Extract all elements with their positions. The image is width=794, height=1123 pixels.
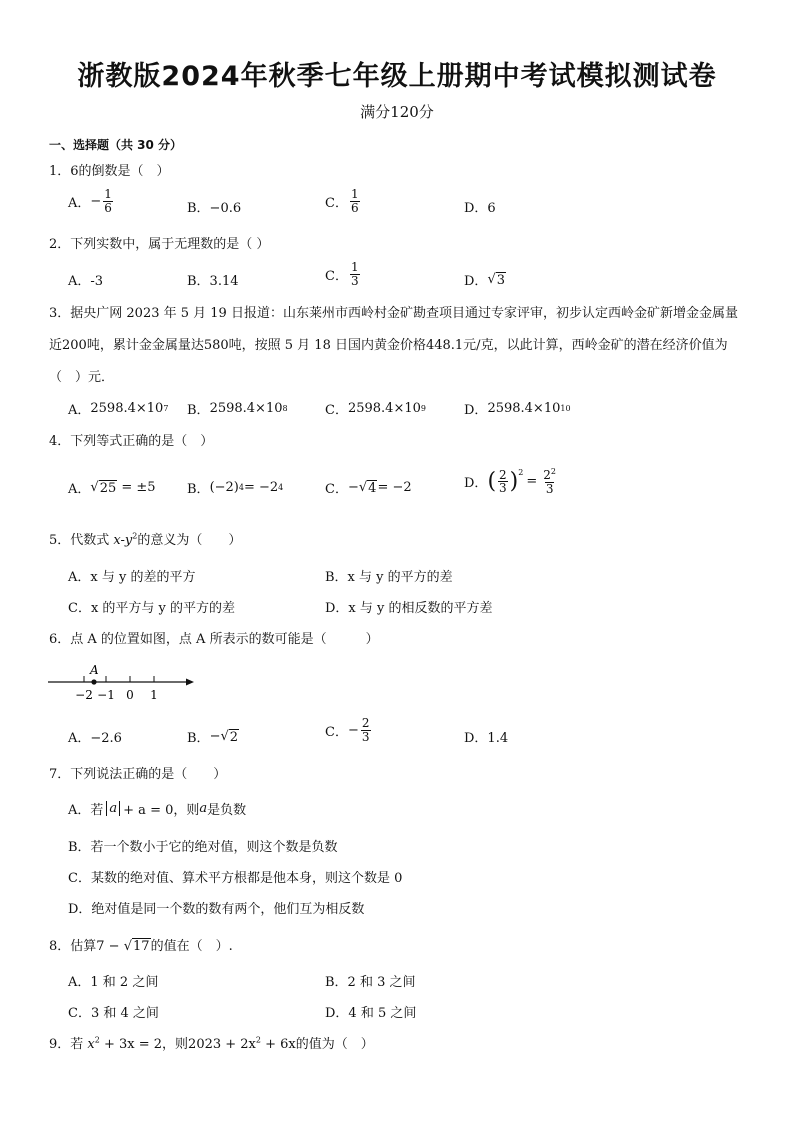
q3-option-c: C． 2598.4×10 9 <box>325 401 426 418</box>
point-a-label: A <box>90 663 99 677</box>
q1-fraction-c: $\frac{1}{6}$ <box>350 187 359 215</box>
q6-option-a: A．−2.6 <box>68 731 122 746</box>
q3-option-b: B． 2598.4×10 8 <box>187 401 288 418</box>
q6-option-d: D．1.4 <box>464 731 509 746</box>
q2-option-d: D． √ 3 <box>464 272 506 289</box>
q2-fraction-c: $\frac{1}{3}$ <box>350 260 359 288</box>
q5-option-b: B．x 与 y 的平方的差 <box>325 570 453 585</box>
question-6-stem: 6．点 A 的位置如图，点 A 所表示的数可能是（ ） <box>49 632 379 647</box>
q4-option-a: A． √ 25 = ±5 <box>68 480 156 497</box>
q6-option-c: C． − $\frac{2}{3}$ <box>325 716 370 744</box>
q2-option-a: A．-3 <box>68 274 104 289</box>
q3-option-d: D． 2598.4×10 10 <box>464 401 571 418</box>
q4-fraction-d-right: $\frac{2^2}{3}$ <box>543 467 556 496</box>
q3-option-a: A． 2598.4×10 7 <box>68 401 169 418</box>
q6-option-b: B． − √ 2 <box>187 729 239 746</box>
q1-option-c: C． $\frac{1}{6}$ <box>325 187 359 215</box>
q6-fraction-c: $\frac{2}{3}$ <box>361 716 370 744</box>
score-subtitle: 满分120分 <box>360 103 434 121</box>
question-2-stem: 2．下列实数中，属于无理数的是（ ） <box>49 237 270 252</box>
q1-option-a: A． − $\frac{1}{6}$ <box>68 187 112 215</box>
q8-option-c: C．3 和 4 之间 <box>68 1006 159 1021</box>
q2-option-b: B．3.14 <box>187 274 239 289</box>
question-1-stem: 1．6的倒数是（ ） <box>49 164 170 179</box>
q5-option-a: A．x 与 y 的差的平方 <box>68 570 196 585</box>
q5-option-d: D．x 与 y 的相反数的平方差 <box>325 601 493 616</box>
q4-option-b: B． (−2) 4 = −2 4 <box>187 480 284 497</box>
number-line-arrow <box>186 679 194 686</box>
question-9-stem: 9．若 $x^2 + 3x = 2$，则$2023 + 2x^2 + 6x$的值为（ ） <box>49 1035 374 1052</box>
q1-fraction-a: $\frac{1}{6}$ <box>104 187 112 215</box>
tick-label: −1 <box>97 688 115 702</box>
tick-label: 1 <box>150 688 158 702</box>
q7-option-c: C．某数的绝对值、算术平方根都是他本身，则这个数是 0 <box>68 871 403 886</box>
question-5-stem: 5．代数式 $x-y^2$的意义为（ ） <box>49 531 242 548</box>
tick-label: 0 <box>126 688 134 702</box>
q7-option-d: D．绝对值是同一个数的数有两个，他们互为相反数 <box>68 902 365 917</box>
tick-label: −2 <box>75 688 93 702</box>
question-8-stem: 8．估算7 − √17的值在（ ）. <box>49 939 233 954</box>
q8-option-d: D．4 和 5 之间 <box>325 1006 417 1021</box>
q5-option-c: C．x 的平方与 y 的平方的差 <box>68 601 236 616</box>
q4-fraction-d: $\frac{2}{3}$ <box>499 467 507 496</box>
question-3-stem: 3．据央广网 2023 年 5 月 19 日报道：山东莱州市西岭村金矿勘查项目通过专家评审，初步认定西岭金矿新增金金属量近200吨，累计金金属量达580吨，按照 5 月 18 日国内黄金价格448.1元/克，以此计算，西岭金矿的潜在经济价值为（ ）元． <box>49 306 738 385</box>
q8-option-b: B．2 和 3 之间 <box>325 975 416 990</box>
point-a-marker <box>91 679 96 684</box>
q7-option-b: B．若一个数小于它的绝对值，则这个数是负数 <box>68 840 338 855</box>
q1-option-d: D．6 <box>464 201 496 216</box>
section-heading: 一、选择题（共 30 分） <box>49 138 183 152</box>
number-line-figure <box>46 660 196 705</box>
question-4-stem: 4．下列等式正确的是（ ） <box>49 434 214 449</box>
q4-option-c: C． − √ 4 = −2 <box>325 480 412 497</box>
question-7-stem: 7．下列说法正确的是（ ） <box>49 767 227 782</box>
q2-option-c: C． $\frac{1}{3}$ <box>325 260 359 288</box>
q7-option-a: A．若 a + a = 0，则 a 是负数 <box>68 801 247 818</box>
page-title: 浙教版2024年秋季七年级上册期中考试模拟测试卷 <box>77 61 717 92</box>
q8-option-a: A．1 和 2 之间 <box>68 975 159 990</box>
q4-option-d: D． ( $\frac{2}{3}$ ) $^2$ = $\frac{2^2}{3}$ <box>464 467 556 496</box>
q1-option-b: B．−0.6 <box>187 201 242 216</box>
